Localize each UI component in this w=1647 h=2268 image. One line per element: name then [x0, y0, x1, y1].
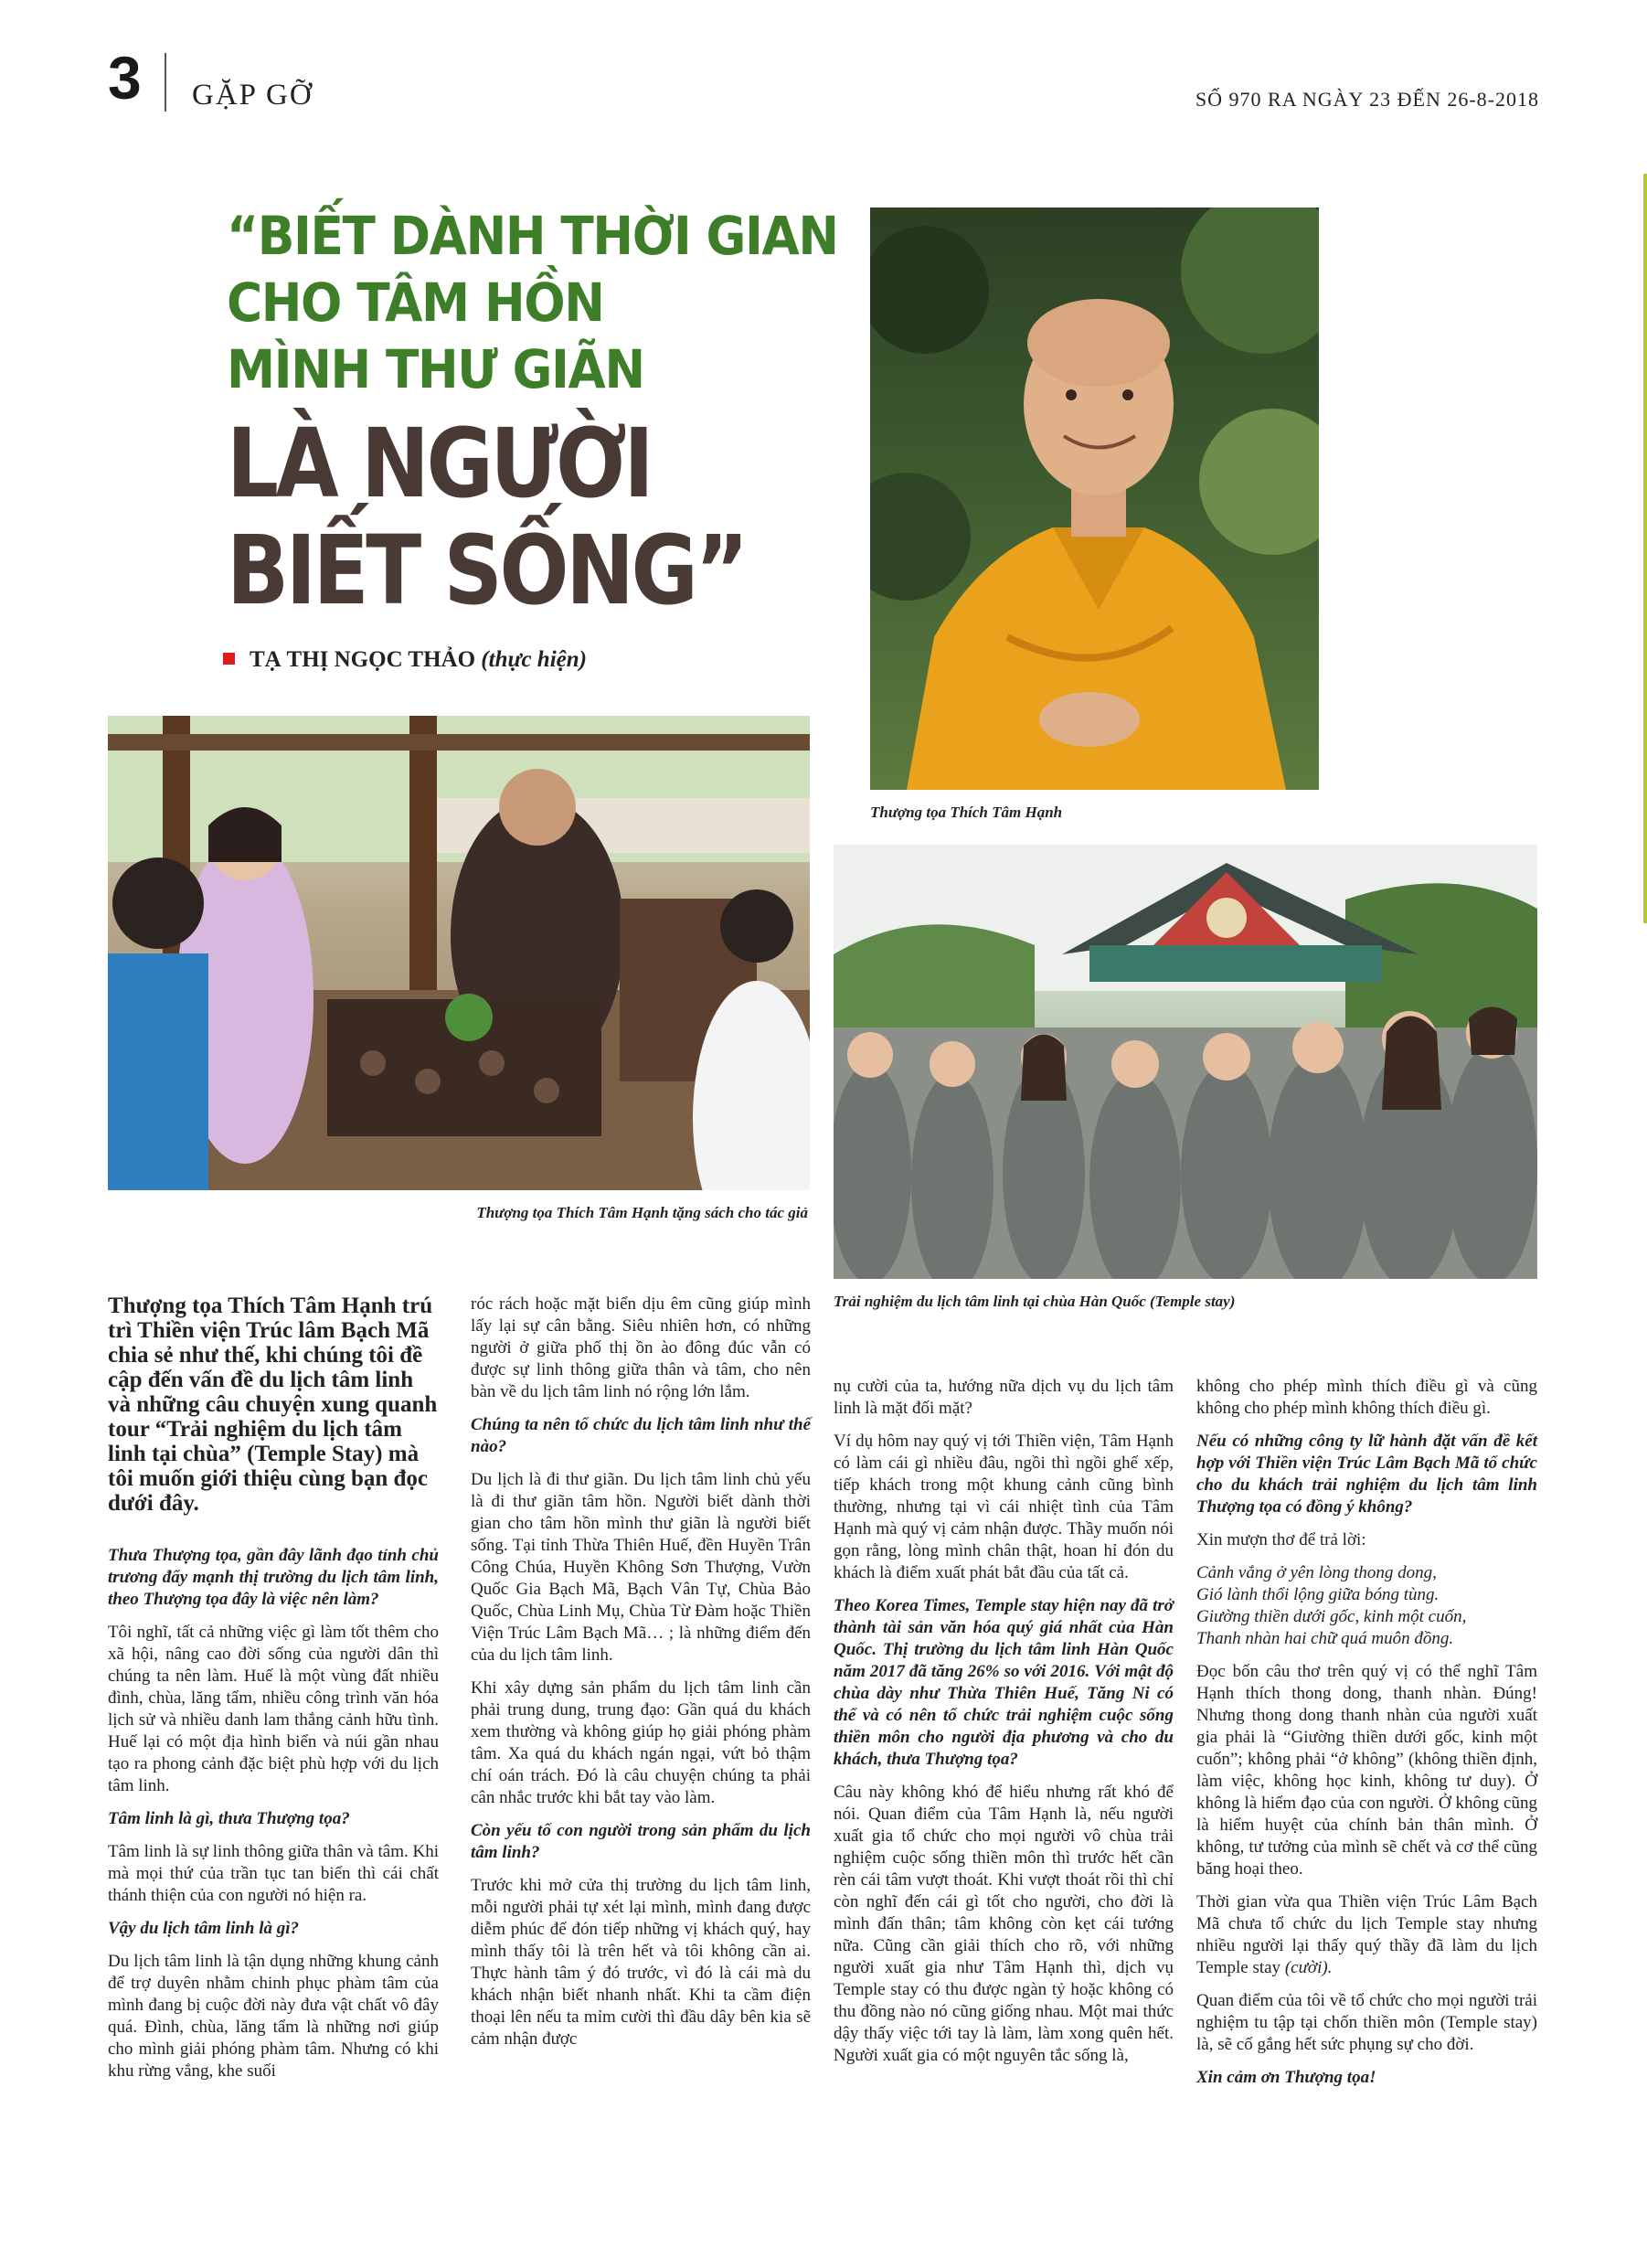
interview-question: [108, 1808, 439, 1830]
headline-line-1: “BIẾT DÀNH THỜI GIAN: [227, 205, 838, 267]
poem-line: Gió lành thổi lộng giữa bóng tùng.: [1196, 1585, 1440, 1604]
article-column-4: [1196, 1376, 1537, 2100]
interview-question: [108, 1918, 439, 1940]
lead-spacer: [108, 1527, 439, 1545]
paragraph-text: Ví dụ hôm nay quý vị tới Thiền viện, Tâm Hạnh có làm cái gì nhiều đâu, ngồi thì ngồi ghế xếp, tiếp khách trong một khung cảnh cũng bình thường, nhưng tại vì cái nhiệt tình của Tâm Hạnh mà quý vị cảm nhận được. Thầy muốn nói gọn rằng, lòng mình chân thật, hoan hỉ đón du khách là điểm xuất phát bắt đầu của tất cả.: [834, 1432, 1174, 1582]
monk-photo-caption: Thượng tọa Thích Tâm Hạnh: [870, 804, 1063, 821]
paragraph-text: Quan điểm của tôi về tổ chức cho mọi người trải nghiệm tu tập tại chốn thiền môn (Temple stay) là, sẽ cố gắng hết sức phụng sự cho đời.: [1196, 1991, 1537, 2054]
paragraph-text: Thưa Thượng tọa, gần đây lãnh đạo tỉnh chủ trương đẩy mạnh thị trường du lịch tâm linh, theo Thượng tọa đây là việc nên làm?: [108, 1546, 439, 1609]
paragraph-text: không cho phép mình thích điều gì và cũng không cho phép mình không thích điều gì.: [1196, 1377, 1537, 1418]
interview-answer: [1196, 1376, 1537, 1420]
header-divider: [165, 53, 166, 112]
paragraph-text: Khi xây dựng sản phẩm du lịch tâm linh cần phải trung dung, trung đạo: Gần quá du khách xem thường và không giúp họ giải phóng phàm tâm. Xa quá du khách ngán ngại, vứt bỏ thậm chí oán trách. Đó là câu chuyện chúng ta phải cân nhắc trước khi bắt tay vào làm.: [471, 1678, 811, 1807]
interview-answer: [108, 1841, 439, 1907]
paragraph-text: Chúng ta nên tổ chức du lịch tâm linh như thế nào?: [471, 1415, 811, 1456]
poem-line: Thanh nhàn hai chữ quá muôn đồng.: [1196, 1629, 1454, 1648]
temple-photo-caption: Trải nghiệm du lịch tâm linh tại chùa Hàn Quốc (Temple stay): [834, 1293, 1236, 1310]
page-number: 3: [108, 44, 142, 112]
paragraph-text: nụ cười của ta, hướng nữa dịch vụ du lịch tâm linh là mặt đối mặt?: [834, 1377, 1174, 1418]
byline: [223, 647, 587, 673]
interview-answer: [1196, 1529, 1537, 1551]
monk-portrait-illustration: [870, 208, 1319, 790]
paragraph-text: Thời gian vừa qua Thiền viện Trúc Lâm Bạch Mã chưa tổ chức du lịch Temple stay nhưng nhiều người lại thấy quý thầy đã làm du lịch Temple stay: [1196, 1892, 1537, 1977]
temple-stay-photo: [834, 845, 1537, 1279]
poem-line: Giường thiền dưới gốc, kinh một cuốn,: [1196, 1607, 1467, 1626]
article-column-3: [834, 1376, 1174, 2078]
paragraph-text: Tâm linh là sự linh thông giữa thân và tâm. Khi mà mọi thứ của trần tục tan biến thì cái chất thánh thiện của con người nó hiện ra.: [108, 1842, 440, 1905]
paragraph-text: Trước khi mở cửa thị trường du lịch tâm linh, mỗi người phải tự xét lại mình, mình đang được diễm phúc để đón tiếp những vị khách quý, hay mình thấy tôi là trên hết và tôi không cần ai. Thực hành tâm ý đó trước, vì đó là cái mà du khách nhận biết nhanh nhất. Khi ta cầm điện thoại lên nếu ta mỉm cười thì đầu dây bên kia sẽ cảm nhận được: [471, 1876, 811, 2049]
interview-answer: [471, 1677, 811, 1809]
interview-answer: [471, 1469, 811, 1666]
poem-line: Cảnh vắng ở yên lòng thong dong,: [1196, 1563, 1437, 1582]
paragraph-text: Câu này không khó để hiểu nhưng rất khó để nói. Quan điểm của Tâm Hạnh là, nếu người xuất gia tổ chức cho mọi người vô chùa trải nghiệm cuộc sống thiền môn thì trước hết cần rèn cái tâm vượt thoát. Khi vượt thoát rồi thì chỉ còn nghĩ đến cái gì tốt cho người, cho đời là mình đấn thân; tâm không còn kẹt cái tướng nữa. Cũng cần giải thích cho rõ, với những người xuất gia như Tâm Hạnh thì, dịch vụ Temple stay có thu được ngàn tỷ hoặc không có thu đồng nào nó cũng giống nhau. Một mai thức dậy thấy việc tới tay là làm, làm xong quên hết. Người xuất gia có một nguyên tắc sống là,: [834, 1783, 1174, 2065]
tea-ceremony-illustration: [108, 716, 810, 1190]
paragraph-text: Xin mượn thơ để trả lời:: [1196, 1530, 1366, 1549]
interview-answer: [834, 1431, 1174, 1584]
paragraph-text: Du lịch là đi thư giãn. Du lịch tâm linh chủ yếu là đi thư giãn tâm hồn. Người biết dành thời gian cho tâm hồn mình thư giãn là người biết sống. Tại tỉnh Thừa Thiên Huế, đền Huyền Trân Công Chúa, Huyền Không Sơn Thượng, Vườn Quốc Gia Bạch Mã, Bạch Vân Tự, Chùa Bảo Quốc, Chùa Linh Mụ, Chùa Từ Đàm hoặc Thiền Viện Trúc Lâm Bạch Mã… ; là những điểm đến của du lịch tâm linh.: [471, 1470, 811, 1665]
temple-stay-illustration: [834, 845, 1537, 1279]
interview-question: [834, 1595, 1174, 1771]
paragraph-text: Tâm linh là gì, thưa Thượng tọa?: [108, 1809, 350, 1828]
paragraph-text: róc rách hoặc mặt biển dịu êm cũng giúp mình lấy lại sự cân bằng. Siêu nhiên hơn, có những người ở giữa phố thị ồn ào đông đúc vẫn có được sự linh thông giữa thân và tâm, cho nên bàn về du lịch tâm linh nó rộng lớn lắm.: [471, 1294, 811, 1401]
interview-answer: [471, 1294, 811, 1403]
interview-answer: [108, 1622, 439, 1797]
paragraph-text: Xin cảm ơn Thượng tọa!: [1196, 2068, 1376, 2087]
article-column-1: [108, 1294, 439, 2093]
article-lead: Thượng tọa Thích Tâm Hạnh trú trì Thiền viện Trúc lâm Bạch Mã chia sẻ như thế, khi chúng tôi đề cập đến vấn đề du lịch tâm linh và những câu chuyện xung quanh tour “Trải nghiệm du lịch tâm linh tại chùa” (Temple Stay) mà tôi muốn giới thiệu cùng bạn đọc dưới đây.: [108, 1294, 438, 1516]
paragraph-text: Nếu có những công ty lữ hành đặt vấn đề kết hợp với Thiền viện Trúc Lâm Bạch Mã tổ chức cho du khách trải nghiệm du lịch tâm linh Thượng tọa có đồng ý không?: [1196, 1432, 1537, 1517]
headline-line-2: CHO TÂM HỒN: [227, 272, 604, 334]
paragraph-text: Còn yếu tố con người trong sản phẩm du lịch tâm linh?: [471, 1821, 811, 1862]
interview-answer: [834, 1782, 1174, 2067]
monk-portrait-photo: [870, 208, 1319, 790]
section-name: GẶP GỠ: [192, 79, 313, 112]
headline: [227, 203, 848, 624]
article-column-2: [471, 1294, 811, 2061]
paragraph-aside: (cười).: [1284, 1958, 1333, 1977]
interview-answer: [108, 1951, 439, 2082]
byline-role: (thực hiện): [481, 647, 587, 672]
interview-question: [471, 1414, 811, 1458]
byline-author: TẠ THỊ NGỌC THẢO: [250, 647, 476, 672]
paragraph-text: Du lịch tâm linh là tận dụng những khung cảnh để trợ duyên nhằm chinh phục phàm tâm của mình đang bị cuộc đời này đưa vật chất vô đây quá. Đình, chùa, lăng tẩm là những nơi giúp cho mình giải phóng phàm tâm. Nhưng có khi khu rừng vắng, khe suối: [108, 1952, 439, 2081]
interview-answer: [834, 1376, 1174, 1420]
byline-square-icon: [223, 653, 235, 665]
interview-question: [108, 1545, 439, 1611]
paragraph-text: Vậy du lịch tâm linh là gì?: [108, 1919, 300, 1938]
paragraph-text: Theo Korea Times, Temple stay hiện nay đã trở thành tài sản văn hóa quý giá nhất của Hàn Quốc. Thị trường du lịch tâm linh Hàn Quốc năm 2017 đã tăng 26% so với 2016. Với mật độ chùa dày như Thừa Thiên Huế, Tăng Ni có thể và có nên tổ chức trải nghiệm cuộc sống thiền môn cho người địa phương và cho du khách, thưa Thượng tọa?: [834, 1596, 1174, 1769]
tea-ceremony-photo: [108, 716, 810, 1190]
issue-info: SỐ 970 RA NGÀY 23 ĐẾN 26-8-2018: [1195, 88, 1539, 111]
headline-line-4: LÀ NGƯỜI: [227, 408, 652, 519]
interview-question: [1196, 2067, 1537, 2089]
edge-accent: [1643, 174, 1647, 923]
interview-question: [471, 1820, 811, 1864]
interview-answer: [471, 1875, 811, 2050]
poem-verse: [1196, 1562, 1537, 1650]
paragraph-text: Đọc bốn câu thơ trên quý vị có thể nghĩ Tâm Hạnh thích thong dong, thanh nhàn. Đúng! Nhưng thong dong thanh nhàn của người xuất gia phải là “Giường thiền dưới gốc, kinh một cuốn”; không phải “ở không” (không thiền định, làm việc, không học kinh, không tư duy). Ở không là hiểm đạo của con người. Ở không cũng là hiểm huyệt của chính bản thân mình. Ở không, tư tưởng của mình sẽ chết và cơ thể cũng băng hoại theo.: [1196, 1662, 1537, 1879]
interview-answer: [1196, 1990, 1537, 2056]
interview-question: [1196, 1431, 1537, 1518]
headline-line-5: BIẾT SỐNG”: [227, 515, 746, 626]
headline-line-3: MÌNH THƯ GIÃN: [227, 338, 644, 400]
paragraph-text: Tôi nghĩ, tất cả những việc gì làm tốt thêm cho xã hội, nâng cao đời sống của người dân thì chúng ta nên làm. Huế là một vùng đất nhiều đình, chùa, lăng tẩm, nhiều công trình văn hóa lịch sử và nhiều danh lam thắng cảnh hữu tình. Huế lại có một địa hình biển và núi gần nhau tạo ra phong cảnh đặc biệt phù hợp với du lịch tâm linh.: [108, 1623, 439, 1795]
interview-answer: [1196, 1891, 1537, 1979]
tea-photo-caption: Thượng tọa Thích Tâm Hạnh tặng sách cho tác giả: [476, 1204, 808, 1221]
interview-answer: [1196, 1661, 1537, 1880]
